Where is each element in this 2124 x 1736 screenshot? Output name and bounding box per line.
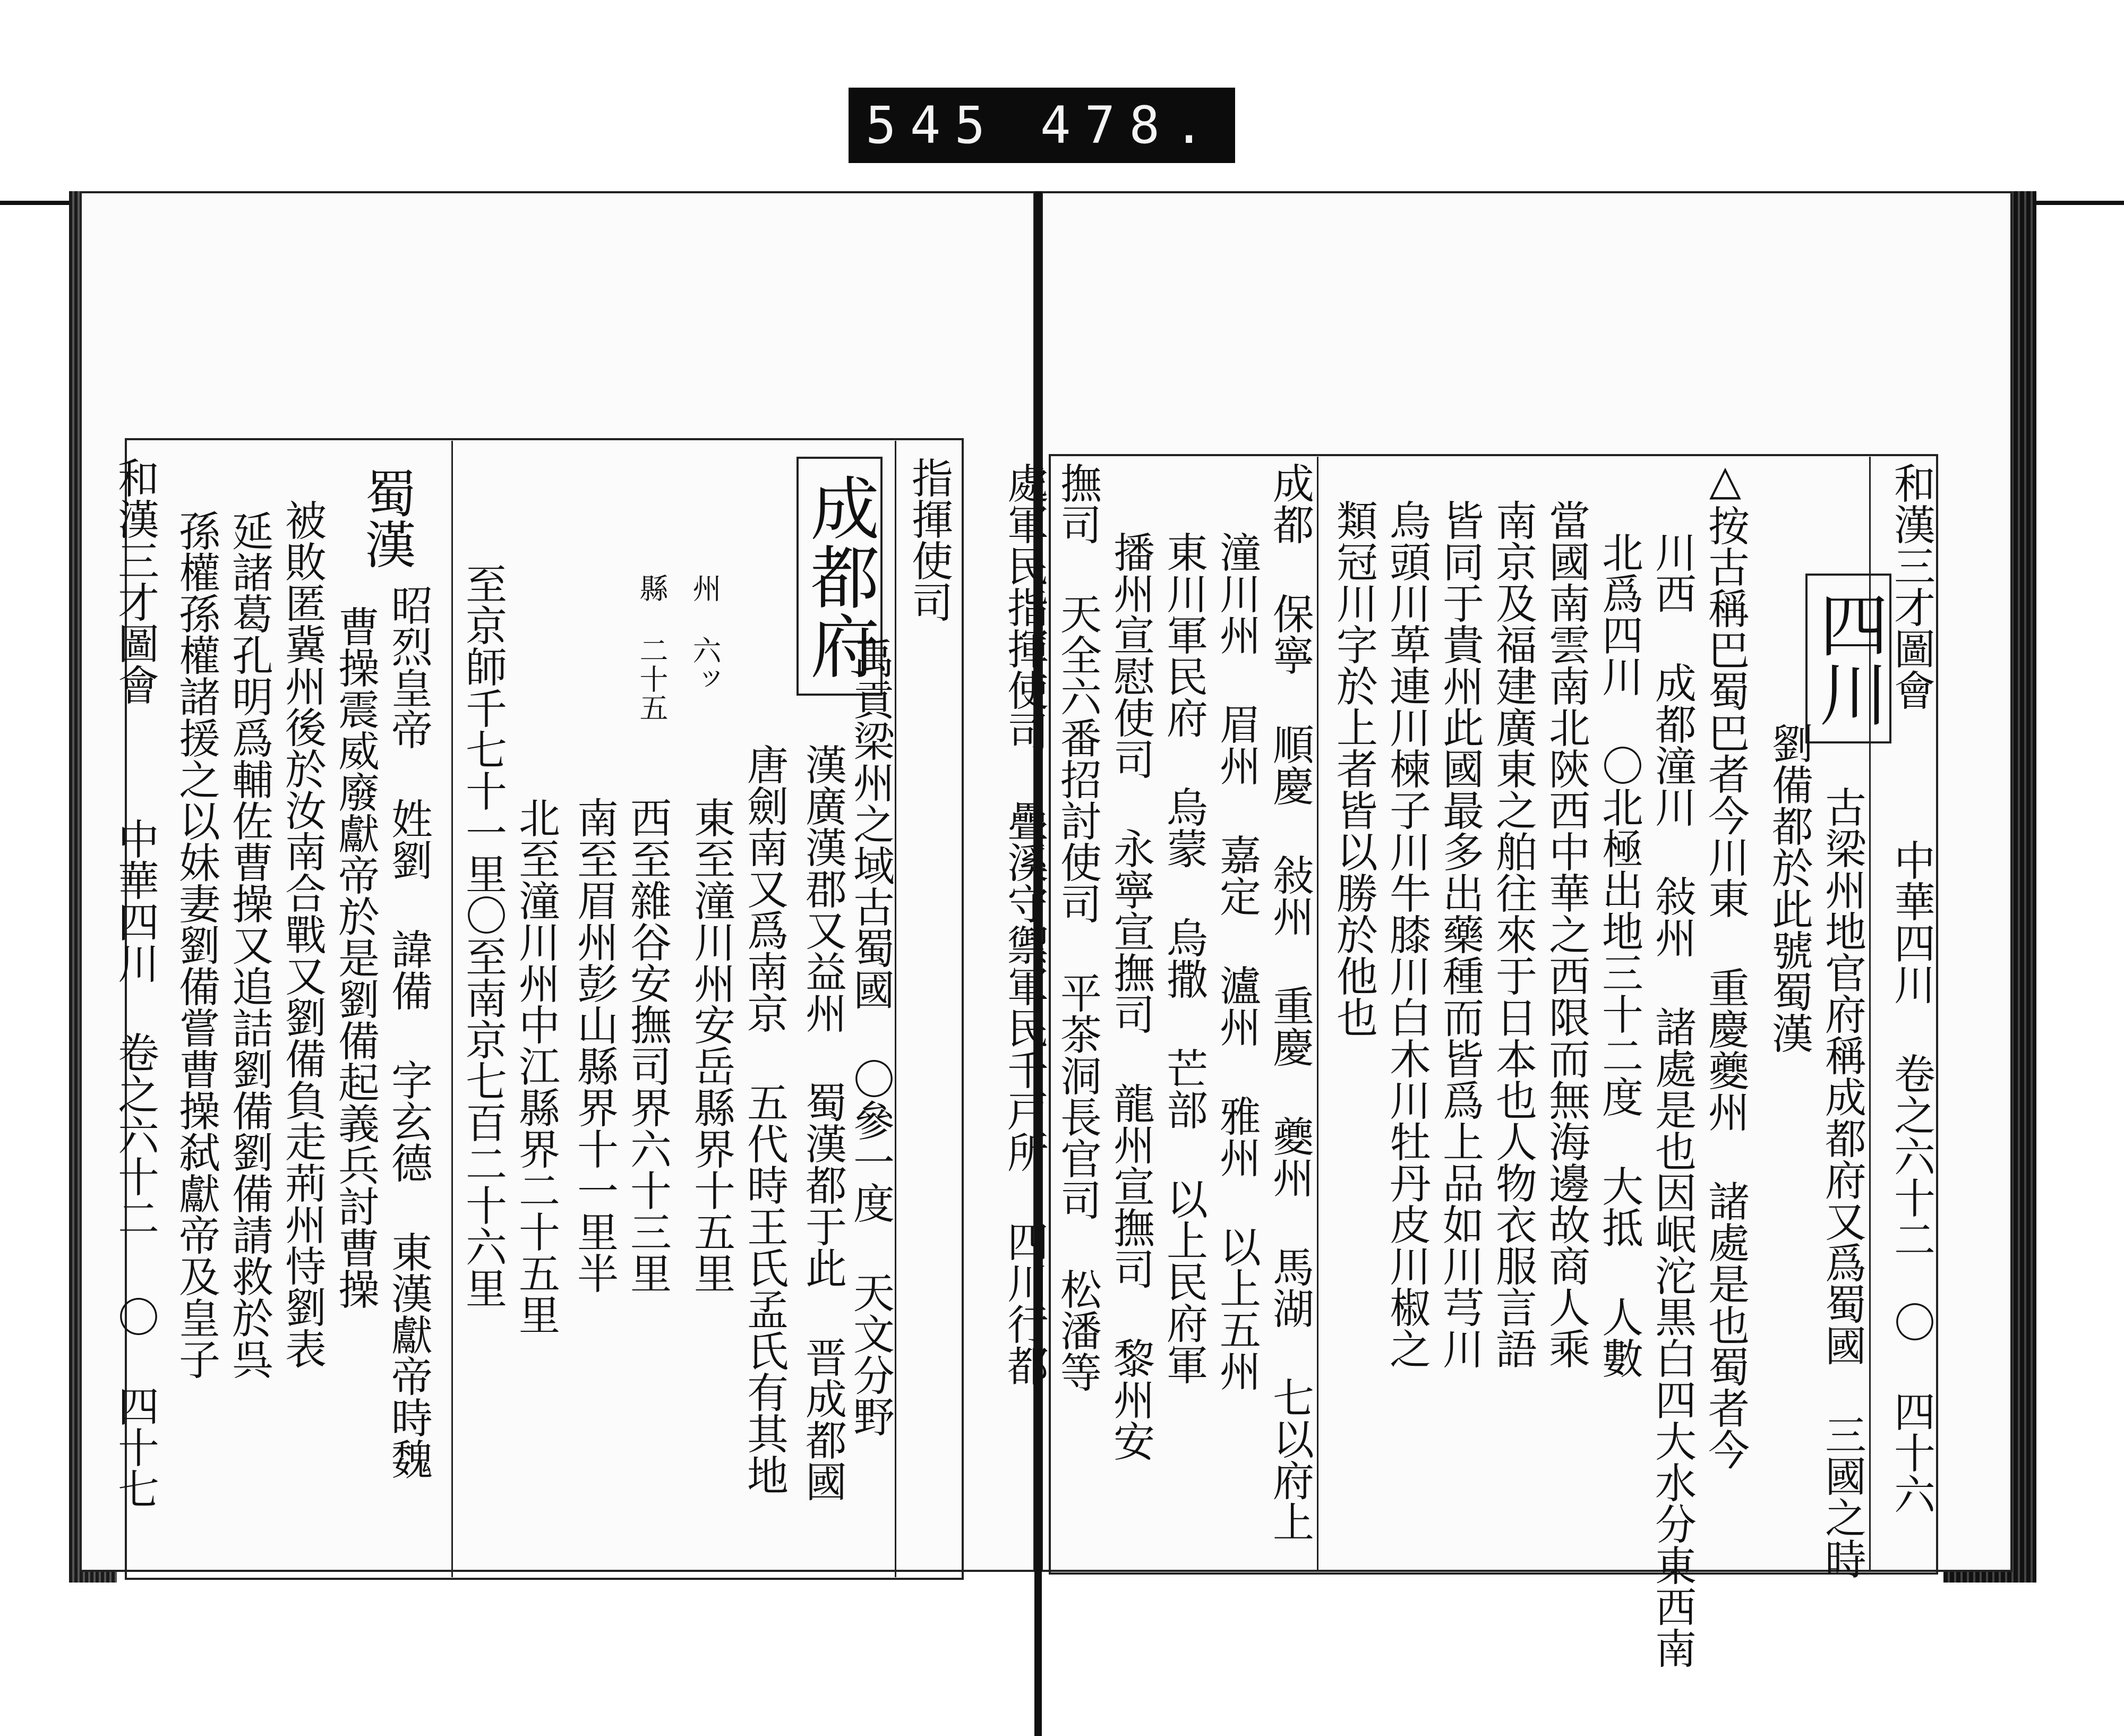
shuhan-line-3: 被敗匿冀州後於汝南合戰又劉備負走荊州恃劉表 (278, 499, 326, 1369)
distance-line-3: 南至眉州彭山縣界十一里半 (570, 797, 618, 1294)
chengdu-title: 成都府 (796, 457, 883, 696)
shuhan-line-1: 昭烈皇帝 姓劉 諱備 字玄德 東漢獻帝時魏 (384, 584, 432, 1480)
distance-line-4: 西至雜谷安撫司界六十三里 (623, 797, 671, 1294)
left-margin-section: 中華四川 卷之六十二 (111, 818, 159, 1238)
sichuan-line-6: 當國南雲南北陝西中華之西限而無海邊故商人乘 (1542, 499, 1590, 1369)
right-margin-section: 中華四川 卷之六十二 (1887, 839, 1935, 1260)
left-divider (451, 441, 453, 1577)
chengdu-line-3: 唐劍南又爲南京 五代時王氏孟氏有其地 (740, 743, 788, 1495)
shuhan-line-5: 孫權孫權諸援之以妹妻劉備嘗曹操弑獻帝及皇子 (172, 510, 220, 1380)
right-divider (1317, 457, 1318, 1572)
label-left-number: 545 (866, 96, 999, 155)
left-margin-divider (895, 441, 896, 1577)
admin-line-6: 處軍民指揮使司 疊溪守禦軍民千戸所 四川行都 (1000, 462, 1048, 1386)
right-margin-title: 和漢三才圖會 (1887, 462, 1935, 711)
sichuan-line-10: 類冠川字於上者皆以勝於他也 (1330, 499, 1377, 1038)
chengdu-line-4: 指揮使司 (905, 457, 953, 622)
chengdu-line-1: 禹貢梁州之域古蜀國 〇參一度 天文分野 (846, 637, 894, 1437)
sichuan-line-2: 劉備都於此號蜀漢 (1765, 722, 1813, 1054)
shuhan-title: 蜀漢 (357, 467, 416, 569)
left-margin-title: 和漢三才圖會 (111, 457, 159, 705)
sichuan-line-7: 南京及福建廣東之舶往來于日本也人物衣服言語 (1489, 499, 1537, 1369)
left-margin-page: 〇 四十七 (111, 1296, 159, 1509)
admin-line-3: 東川軍民府 烏蒙 烏撒 芒部 以上民府軍 (1160, 531, 1207, 1385)
distance-line-5: 東至潼川州安岳縣界十五里 (687, 797, 735, 1294)
zhou-count: 州 六ッ (688, 574, 722, 693)
label-right-number: 478. (1040, 96, 1218, 155)
sichuan-line-1: 古梁州地官府稱成都府又爲蜀國 三國之時 (1818, 786, 1866, 1579)
sichuan-line-8: 皆同于貴州此國最多出藥種而皆爲上品如川芎川 (1436, 499, 1484, 1369)
archive-number-label (849, 88, 1235, 163)
right-margin-page: 〇 四十六 (1887, 1301, 1935, 1515)
sichuan-line-3: △按古稱巴蜀巴者今川東 重慶夔州 諸處是也蜀者今 (1701, 457, 1749, 1470)
sichuan-line-5: 北爲四川 〇北極出地三十二度 大抵 人數 (1595, 531, 1643, 1379)
admin-line-5: 撫司 天全六番招討使司 平茶洞長官司 松潘等 (1054, 462, 1101, 1392)
admin-line-2: 潼川州 眉州 嘉定 瀘州 雅州 以上五州 (1213, 531, 1261, 1391)
sichuan-line-9: 烏頭川萆連川楝子川牛膝川白木川牡丹皮川椒之 (1383, 499, 1431, 1369)
xian-count: 縣 二十五 (635, 574, 669, 722)
admin-line-4: 播州宣慰使司 永寧宣撫司 龍州宣撫司 黎州安 (1107, 531, 1154, 1461)
sichuan-line-4: 川西 成都潼川 敍州 諸處是也因岷沱黒白四大水分東西南 (1648, 531, 1696, 1669)
chengdu-line-2: 漢廣漢郡又益州 蜀漢都于此 晋成都國 (799, 743, 846, 1502)
shuhan-line-4: 延諸葛孔明爲輔佐曹操又追詰劉備劉備請救於呉 (225, 510, 273, 1380)
distance-line-2: 北至潼川州中江縣界二十五里 (512, 797, 560, 1335)
sichuan-title: 四川 (1805, 574, 1891, 743)
distance-line-1: 至京師千七十一里〇至南京七百二十六里 (459, 563, 507, 1309)
admin-line-1: 成都 保寧 順慶 敍州 重慶 夔州 馬湖 七以府上 (1266, 462, 1314, 1542)
shuhan-line-2: 曹操震威廢獻帝於是劉備起義兵討曹操 (331, 605, 379, 1310)
